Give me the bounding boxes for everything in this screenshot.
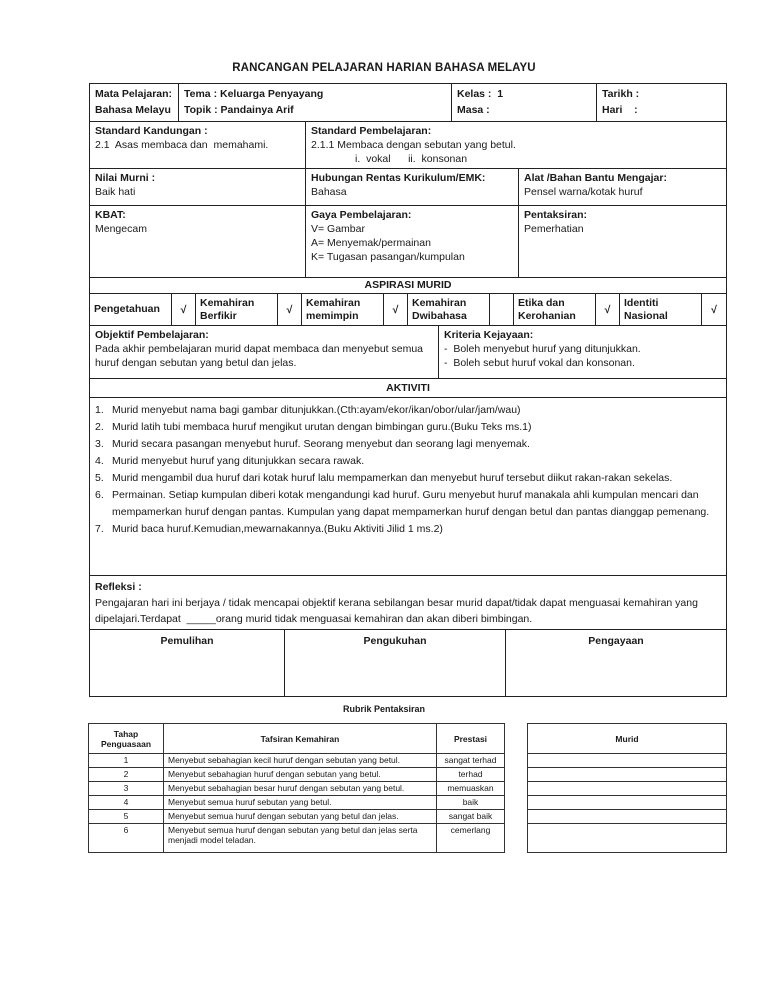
kriteria-item-1: - Boleh menyebut huruf yang ditunjukkan.	[444, 343, 641, 355]
kbat-cell	[90, 206, 306, 277]
rubric-header-row	[89, 724, 504, 754]
kbat-label: KBAT:	[95, 209, 126, 221]
murid-row	[528, 824, 726, 852]
pentaksiran-value: Pemerhatian	[524, 223, 584, 235]
pentaksiran-label: Pentaksiran:	[524, 209, 588, 221]
refleksi-text: Pengajaran hari ini berjaya / tidak mencapai objektif kerana sebilangan besar murid dapat/tidak dapat menguasai kemahiran yang dipelajari.Terdapat _____orang murid tidak menguasai kemahiran dan akan diberi bimbingan.	[95, 597, 701, 625]
objektif-cell	[90, 326, 439, 378]
murid-table	[527, 723, 727, 853]
aspirasi-check-etika-kerohanian	[596, 294, 620, 325]
aktiviti-item: 5. Murid mengambil dua huruf dari kotak huruf lalu mempamerkan dan menyebut huruf tersebut diikut rakan-rakan sekelas.	[95, 472, 673, 484]
emk-cell	[306, 169, 519, 205]
kbat-value: Mengecam	[95, 223, 147, 235]
aktiviti-item: 7. Murid baca huruf.Kemudian,mewarnakannya.(Buku Aktiviti Jilid 1 ms.2)	[95, 523, 443, 535]
pengukuhan-cell: Pengukuhan	[285, 630, 506, 696]
aspirasi-label-kemahiran-dwibahasa: Kemahiran Dwibahasa	[408, 294, 490, 325]
standard-pembelajaran-label: Standard Pembelajaran:	[311, 125, 432, 137]
alat-bahan-cell	[519, 169, 726, 205]
aktiviti-band-title: AKTIVITI	[386, 382, 430, 394]
rubric-row-2: 2 Menyebut sebahagian huruf dengan sebutan yang betul. terhad	[89, 768, 504, 782]
rubric-row-6: 6 Menyebut semua huruf dengan sebutan yang betul dan jelas serta menjadi model teladan. cemerlang	[89, 824, 504, 852]
standard-pembelajaran-sub: i. vokal ii. konsonan	[355, 153, 468, 165]
pengayaan-cell: Pengayaan	[588, 635, 644, 647]
aspirasi-check-kemahiran-dwibahasa	[490, 294, 514, 325]
aktiviti-list-row	[90, 398, 726, 576]
emk-value: Bahasa	[311, 186, 347, 198]
murid-header-row	[528, 724, 726, 754]
rubric-row-4: 4 Menyebut semua huruf sebutan yang betul. baik	[89, 796, 504, 810]
mata-pelajaran-cell	[90, 84, 179, 121]
emk-label: Hubungan Rentas Kurikulum/EMK:	[311, 172, 486, 184]
refleksi-label: Refleksi :	[95, 581, 142, 593]
tarikh-hari-cell	[597, 84, 726, 121]
aspirasi-band-title: ASPIRASI MURID	[364, 279, 452, 291]
nilai-murni-value: Baik hati	[95, 186, 136, 198]
rubric-header-tahap: Tahap Penguasaan	[89, 724, 164, 753]
header-row	[90, 84, 726, 122]
kelas-line: Kelas : 1	[457, 88, 504, 100]
pemulihan-cell: Pemulihan	[90, 630, 285, 696]
standard-kandungan-cell	[90, 122, 306, 168]
alat-bahan-value: Pensel warna/kotak huruf	[524, 186, 643, 198]
check-mark: √	[180, 303, 187, 316]
aspirasi-checks-row	[90, 294, 726, 326]
aktiviti-item: 1. Murid menyebut nama bagi gambar ditunjukkan.(Cth:ayam/ekor/ikan/obor/ular/jam/wau)	[95, 404, 521, 416]
gaya-line-k: K= Tugasan pasangan/kumpulan	[311, 251, 465, 263]
check-mark: √	[604, 303, 611, 316]
gaya-pembelajaran-cell	[306, 206, 519, 277]
rubric-title: Rubrik Pentaksiran	[342, 704, 426, 714]
rubric-row-3: 3 Menyebut sebahagian besar huruf dengan sebutan yang betul. memuaskan	[89, 782, 504, 796]
kriteria-label: Kriteria Kejayaan:	[444, 329, 534, 341]
hari-line: Hari :	[602, 104, 638, 116]
aktiviti-band-row	[90, 379, 726, 398]
pentaksiran-cell	[519, 206, 726, 277]
aspirasi-check-kemahiran-berfikir	[278, 294, 302, 325]
kriteria-item-2: - Boleh sebut huruf vokal dan konsonan.	[444, 357, 635, 369]
tema-topik-cell	[179, 84, 452, 121]
nilai-murni-cell	[90, 169, 306, 205]
aspirasi-label-etika-kerohanian: Etika dan Kerohanian	[514, 294, 596, 325]
gaya-line-v: V= Gambar	[311, 223, 365, 235]
aspirasi-check-kemahiran-memimpin	[384, 294, 408, 325]
topik-line: Topik : Pandainya Arif	[184, 104, 294, 116]
aktiviti-list	[90, 398, 726, 575]
followup-row	[90, 630, 726, 696]
kriteria-cell	[439, 326, 726, 378]
aspirasi-label-identiti-nasional: Identiti Nasional	[620, 294, 702, 325]
rubric-row-5: 5 Menyebut semua huruf dengan sebutan yang betul dan jelas. sangat baik	[89, 810, 504, 824]
murid-row	[528, 810, 726, 824]
nilai-murni-label: Nilai Murni :	[95, 172, 156, 184]
refleksi-row	[90, 576, 726, 630]
check-mark: √	[392, 303, 399, 316]
alat-bahan-label: Alat /Bahan Bantu Mengajar:	[524, 172, 667, 184]
rubric-header-prestasi: Prestasi	[453, 733, 488, 744]
aspirasi-label-kemahiran-berfikir: Kemahiran Berfikir	[196, 294, 278, 325]
aktiviti-item: 6. Permainan. Setiap kumpulan diberi kotak mengandungi kad huruf. Guru menyebut huruf manakala ahli kumpulan mencari dan mempamerkan huruf dengan pantas. Kumpulan yang dapat mempamerkan huruf dengan betul dan pantas dianggap pemenang.	[95, 489, 710, 518]
standard-kandungan-label: Standard Kandungan :	[95, 125, 208, 137]
mata-pelajaran-label: Mata Pelajaran:	[95, 88, 173, 100]
aspirasi-label-pengetahuan: Pengetahuan	[90, 294, 172, 325]
mata-pelajaran-value: Bahasa Melayu	[95, 104, 171, 116]
aspirasi-check-identiti-nasional	[702, 294, 726, 325]
kelas-masa-cell	[452, 84, 597, 121]
standard-row	[90, 122, 726, 169]
standard-pembelajaran-cell	[306, 122, 726, 168]
objektif-kriteria-row	[90, 326, 726, 379]
kbat-gaya-pentaksiran-row	[90, 206, 726, 278]
nilai-emk-alat-row	[90, 169, 726, 206]
aspirasi-label-kemahiran-memimpin: Kemahiran memimpin	[302, 294, 384, 325]
masa-line: Masa :	[457, 104, 490, 116]
standard-kandungan-value: 2.1 Asas membaca dan memahami.	[95, 139, 269, 151]
objektif-label: Objektif Pembelajaran:	[95, 329, 209, 341]
aktiviti-item: 4. Murid menyebut huruf yang ditunjukkan secara rawak.	[95, 455, 365, 467]
aktiviti-item: 3. Murid secara pasangan menyebut huruf. Seorang menyebut dan seorang lagi menyemak.	[95, 438, 530, 450]
check-mark: √	[711, 303, 717, 316]
murid-row	[528, 782, 726, 796]
murid-row	[528, 754, 726, 768]
tarikh-line: Tarikh :	[602, 88, 640, 100]
lesson-plan-table	[89, 83, 727, 697]
refleksi-cell	[90, 576, 726, 629]
objektif-text: Pada akhir pembelajaran murid dapat membaca dan menyebut semua huruf dengan sebutan yang betul dan jelas.	[95, 343, 426, 369]
aspirasi-band-row	[90, 278, 726, 294]
check-mark: √	[286, 303, 293, 316]
rubric-header-tafsiran: Tafsiran Kemahiran	[164, 724, 437, 753]
murid-row	[528, 796, 726, 810]
aspirasi-check-pengetahuan	[172, 294, 196, 325]
gaya-line-a: A= Menyemak/permainan	[311, 237, 431, 249]
murid-row	[528, 768, 726, 782]
tema-line: Tema : Keluarga Penyayang	[184, 88, 324, 100]
aktiviti-item: 2. Murid latih tubi membaca huruf mengikut urutan dengan bimbingan guru.(Buku Teks ms.1)	[95, 421, 532, 433]
gaya-label: Gaya Pembelajaran:	[311, 209, 412, 221]
standard-pembelajaran-value: 2.1.1 Membaca dengan sebutan yang betul.	[311, 139, 516, 151]
document-title: RANCANGAN PELAJARAN HARIAN BAHASA MELAYU	[232, 62, 536, 74]
murid-header: Murid	[615, 733, 639, 744]
rubric-table	[88, 723, 505, 853]
rubric-row-1: 1 Menyebut sebahagian kecil huruf dengan sebutan yang betul. sangat terhad	[89, 754, 504, 768]
